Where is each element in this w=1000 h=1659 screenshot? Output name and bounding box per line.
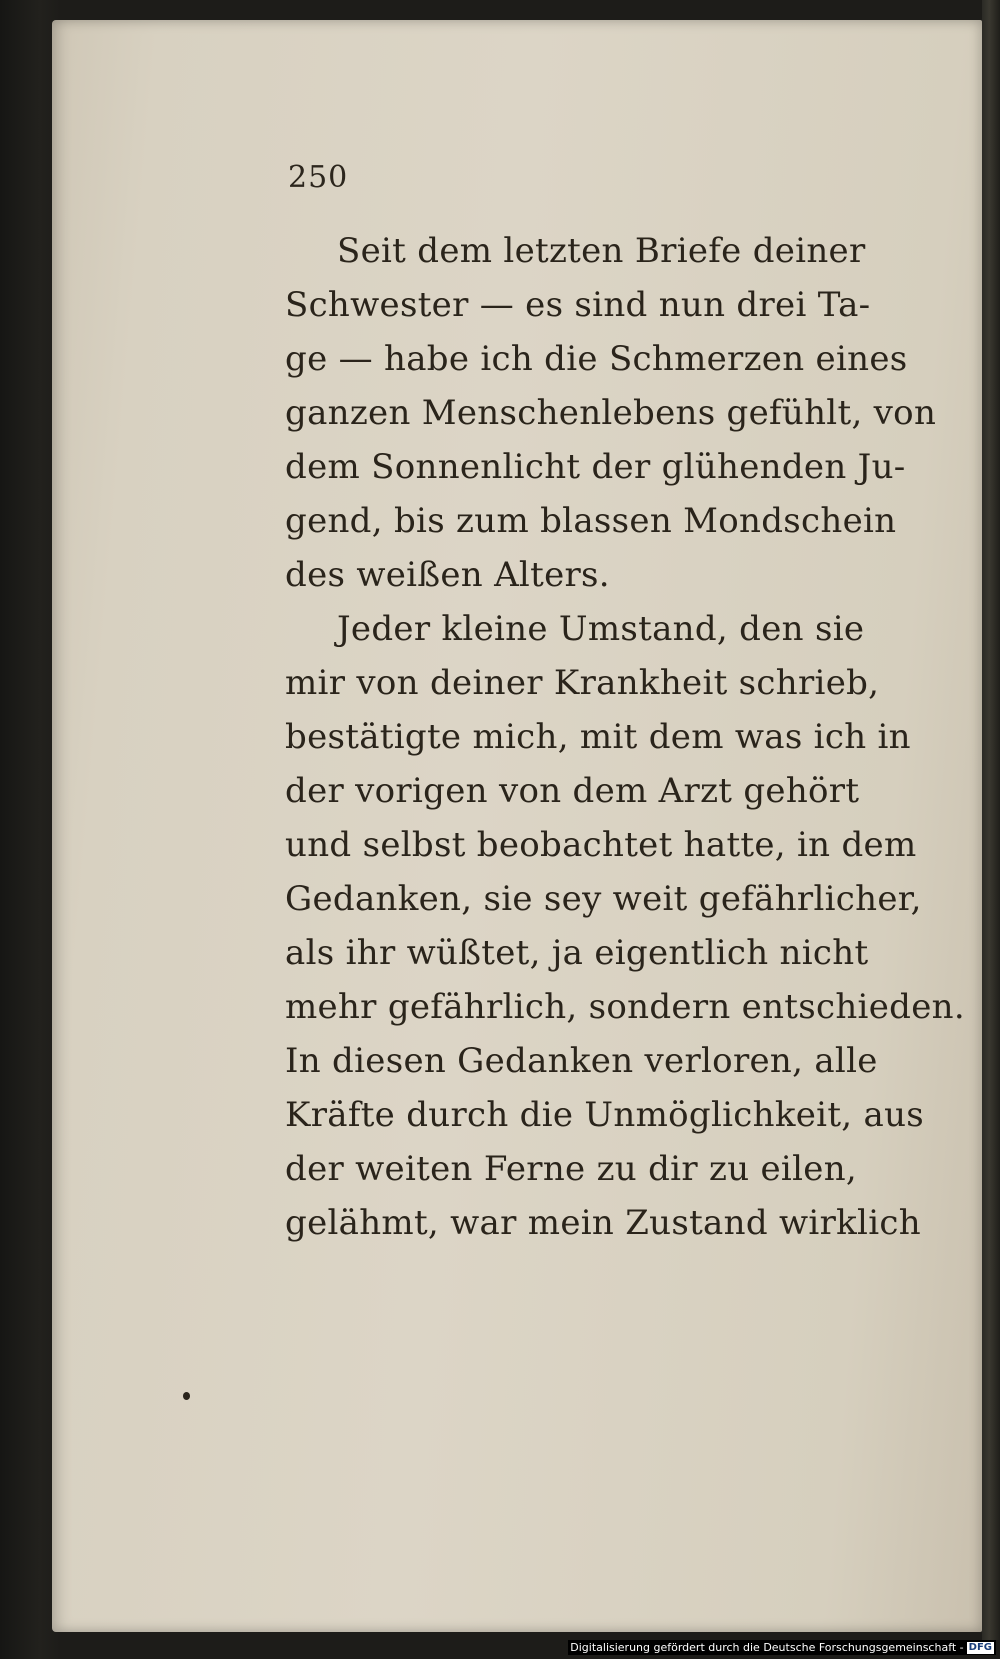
ink-spot [183,1392,190,1400]
text-line: und selbst beobachtet hatte, in dem [285,825,917,865]
text-line: mehr gefährlich, sondern entschieden. [285,987,965,1027]
text-line: Jeder kleine Umstand, den sie [337,609,865,649]
text-line: Gedanken, sie sey weit gefährlicher, [285,879,922,919]
text-line: dem Sonnenlicht der glühenden Ju- [285,447,906,487]
dfg-logo: DFG [968,1641,992,1653]
text-line: des weißen Alters. [285,555,610,595]
text-line: ganzen Menschenlebens gefühlt, von [285,393,937,433]
text-line: In diesen Gedanken verloren, alle [285,1041,878,1081]
text-line: ge — habe ich die Schmerzen eines [285,339,908,379]
page-number: 250 [288,160,349,195]
body-text [285,224,965,1250]
text-line: Schwester — es sind nun drei Ta- [285,285,871,325]
text-line: der vorigen von dem Arzt gehört [285,771,860,811]
text-line: gend, bis zum blassen Mondschein [285,501,897,541]
text-line: Kräfte durch die Unmöglichkeit, aus [285,1095,925,1135]
text-line: bestätigte mich, mit dem was ich in [285,717,911,757]
credit-text: Digitalisierung gefördert durch die Deutsche Forschungsgemeinschaft - [570,1641,964,1654]
text-line: mir von deiner Krankheit schrieb, [285,663,880,703]
digitization-credit [568,1640,996,1655]
book-edge [982,0,1000,1640]
text-line: Seit dem letzten Briefe deiner [337,231,866,271]
text-line: der weiten Ferne zu dir zu eilen, [285,1149,857,1189]
text-line: gelähmt, war mein Zustand wirklich [285,1203,921,1243]
text-line: als ihr wüßtet, ja eigentlich nicht [285,933,869,973]
